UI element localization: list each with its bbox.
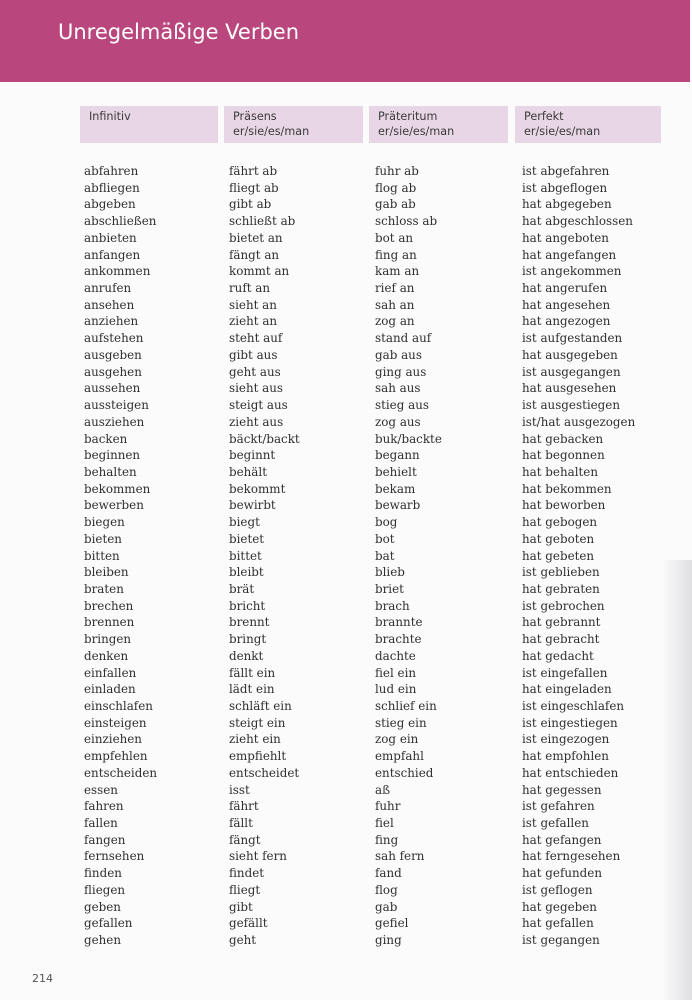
- praeteritum-cell: zog an: [375, 314, 415, 329]
- praesens-cell: bittet: [229, 548, 262, 563]
- infinitiv-cell: fliegen: [84, 882, 126, 897]
- praeteritum-cell: entschied: [375, 765, 434, 780]
- praeteritum-cell: fuhr: [375, 799, 401, 814]
- praeteritum-cell: blieb: [375, 565, 405, 580]
- praeteritum-cell: fand: [375, 866, 402, 881]
- perfekt-cell: hat gebeten: [522, 548, 595, 563]
- praeteritum-cell: bekam: [375, 481, 416, 496]
- praesens-cell: fällt: [229, 816, 253, 831]
- infinitiv-cell: bitten: [84, 548, 120, 563]
- infinitiv-cell: empfehlen: [84, 749, 148, 764]
- perfekt-cell: ist abgeflogen: [522, 180, 608, 195]
- infinitiv-cell: abgeben: [84, 197, 136, 212]
- praeteritum-cell: brach: [375, 598, 410, 613]
- perfekt-cell: ist eingeschlafen: [522, 699, 625, 713]
- infinitiv-cell: essen: [84, 782, 118, 797]
- infinitiv-cell: bekommen: [84, 481, 151, 496]
- infinitiv-cell: anrufen: [84, 281, 132, 296]
- infinitiv-cell: backen: [84, 431, 128, 446]
- praeteritum-cell: buk/backte: [375, 431, 442, 446]
- infinitiv-cell: einsteigen: [84, 715, 147, 730]
- praesens-cell: fliegt ab: [229, 180, 279, 195]
- praeteritum-cell: flog: [375, 882, 398, 897]
- praeteritum-cell: gefiel: [375, 916, 409, 931]
- praeteritum-cell: fing: [375, 832, 399, 847]
- praeteritum-cell: stieg ein: [375, 715, 427, 730]
- praeteritum-cell: sah an: [375, 297, 415, 312]
- praesens-cell: lädt ein: [229, 682, 275, 697]
- perfekt-cell: hat geboten: [522, 531, 595, 546]
- perfekt-cell: hat gebogen: [522, 515, 598, 530]
- praesens-cell: gefällt: [229, 916, 268, 931]
- praesens-cell: brät: [229, 581, 255, 596]
- infinitiv-cell: einfallen: [84, 665, 137, 680]
- infinitiv-cell: fernsehen: [84, 849, 145, 864]
- column-header-perfekt: [515, 106, 661, 143]
- infinitiv-cell: anfangen: [84, 247, 141, 262]
- perfekt-cell: ist gegangen: [522, 933, 600, 948]
- praeteritum-cell: gab aus: [375, 347, 422, 362]
- infinitiv-cell: denken: [84, 648, 129, 663]
- infinitiv-cell: geben: [84, 899, 121, 914]
- infinitiv-cell: ansehen: [84, 297, 135, 312]
- page-number: 214: [32, 972, 53, 985]
- perfekt-cell: hat gefallen: [522, 916, 594, 931]
- perfekt-cell: hat ausgesehen: [522, 381, 617, 396]
- praesens-cell: schläft ein: [229, 699, 292, 713]
- page-edge-shadow: [662, 560, 692, 1000]
- perfekt-cell: hat gebrannt: [522, 615, 601, 630]
- praeteritum-cell: rief an: [375, 281, 415, 296]
- perfekt-cell: hat abgegeben: [522, 197, 612, 212]
- infinitiv-cell: bringen: [84, 632, 132, 647]
- praeteritum-cell: bot: [375, 531, 395, 546]
- praeteritum-cell: gab: [375, 899, 398, 914]
- infinitiv-cell: brennen: [84, 615, 135, 630]
- perfekt-cell: hat ferngesehen: [522, 849, 621, 864]
- column-header-line2: er/sie/es/man: [233, 125, 310, 138]
- praesens-cell: bricht: [229, 598, 266, 613]
- praesens-cell: bleibt: [229, 565, 264, 580]
- page-title: Unregelmäßige Verben: [58, 20, 300, 44]
- praeteritum-cell: bewarb: [375, 498, 421, 513]
- column-header-infinitiv: [80, 106, 218, 143]
- title-band: [0, 0, 690, 82]
- praeteritum-cell: zog aus: [375, 414, 421, 429]
- perfekt-column: [522, 163, 635, 949]
- infinitiv-cell: finden: [84, 866, 122, 881]
- praesens-cell: fällt ein: [229, 665, 276, 680]
- infinitiv-cell: ausgeben: [84, 347, 142, 362]
- perfekt-cell: ist geflogen: [522, 882, 593, 897]
- praesens-cell: steht auf: [229, 331, 283, 346]
- infinitiv-cell: einschlafen: [84, 699, 153, 713]
- praeteritum-cell: fiel ein: [375, 665, 417, 680]
- praesens-cell: fliegt: [229, 882, 261, 897]
- praeteritum-cell: stand auf: [375, 331, 432, 346]
- perfekt-cell: hat gedacht: [522, 648, 594, 663]
- praesens-cell: schließt ab: [229, 214, 296, 229]
- perfekt-cell: hat angezogen: [522, 314, 611, 329]
- praeteritum-cell: lud ein: [375, 682, 417, 697]
- praeteritum-cell: behielt: [375, 464, 417, 479]
- infinitiv-cell: bleiben: [84, 565, 129, 580]
- perfekt-cell: hat eingeladen: [522, 682, 612, 697]
- praesens-cell: geht aus: [229, 364, 281, 379]
- column-header-line2: er/sie/es/man: [524, 125, 601, 138]
- infinitiv-cell: ausgehen: [84, 364, 142, 379]
- infinitiv-cell: fahren: [84, 799, 124, 814]
- praesens-cell: kommt an: [229, 264, 290, 279]
- praeteritum-cell: sah fern: [375, 849, 425, 864]
- infinitiv-cell: entscheiden: [84, 765, 158, 780]
- perfekt-cell: hat angerufen: [522, 281, 608, 296]
- praeteritum-cell: begann: [375, 448, 420, 463]
- praeteritum-column: [375, 163, 442, 949]
- praeteritum-cell: kam an: [375, 264, 420, 279]
- praeteritum-cell: bot an: [375, 230, 414, 245]
- praeteritum-cell: fing an: [375, 247, 417, 262]
- perfekt-cell: hat begonnen: [522, 448, 605, 463]
- infinitiv-cell: ankommen: [84, 264, 151, 279]
- perfekt-cell: hat gefangen: [522, 832, 602, 847]
- praesens-cell: entscheidet: [229, 765, 300, 780]
- column-header-line1: Präsens: [233, 110, 277, 123]
- infinitiv-cell: bieten: [84, 531, 122, 546]
- column-header-line1: Perfekt: [524, 110, 564, 123]
- praeteritum-cell: flog ab: [375, 180, 417, 195]
- praeteritum-cell: fuhr ab: [375, 164, 419, 178]
- perfekt-cell: ist gefallen: [522, 816, 589, 831]
- praesens-cell: brennt: [229, 615, 270, 630]
- praesens-cell: findet: [229, 866, 265, 881]
- perfekt-cell: ist geblieben: [522, 565, 600, 580]
- praesens-cell: zieht an: [229, 314, 278, 329]
- infinitiv-cell: einziehen: [84, 732, 142, 747]
- perfekt-cell: hat gebraten: [522, 581, 600, 596]
- infinitiv-cell: behalten: [84, 464, 137, 479]
- column-header-praeteritum: [369, 106, 508, 143]
- perfekt-cell: hat bekommen: [522, 481, 612, 496]
- praesens-column: [229, 163, 300, 949]
- perfekt-cell: ist aufgestanden: [522, 331, 623, 346]
- praesens-cell: bietet: [229, 531, 265, 546]
- infinitiv-cell: brechen: [84, 598, 134, 613]
- praeteritum-cell: aß: [375, 782, 391, 797]
- infinitiv-cell: bewerben: [84, 498, 144, 513]
- praesens-cell: isst: [229, 782, 250, 797]
- column-header-line1: Infinitiv: [89, 110, 131, 123]
- praeteritum-cell: schlief ein: [375, 699, 437, 713]
- column-header-praesens: [224, 106, 363, 143]
- perfekt-cell: hat empfohlen: [522, 749, 609, 764]
- perfekt-cell: ist eingefallen: [522, 665, 608, 680]
- infinitiv-cell: aufstehen: [84, 331, 144, 346]
- perfekt-cell: hat entschieden: [522, 765, 619, 780]
- praesens-cell: bekommt: [229, 481, 286, 496]
- praesens-cell: biegt: [229, 515, 260, 530]
- perfekt-cell: ist abgefahren: [522, 164, 610, 178]
- praesens-cell: denkt: [229, 648, 264, 663]
- praesens-cell: fängt: [229, 832, 261, 847]
- praesens-cell: geht: [229, 933, 257, 948]
- praesens-cell: steigt ein: [229, 715, 286, 730]
- praeteritum-cell: fiel: [375, 816, 394, 831]
- perfekt-cell: hat gegessen: [522, 782, 602, 797]
- praesens-cell: sieht fern: [229, 849, 287, 864]
- praesens-cell: fängt an: [229, 247, 280, 262]
- perfekt-cell: ist eingestiegen: [522, 715, 618, 730]
- praesens-cell: gibt: [229, 899, 253, 914]
- perfekt-cell: hat behalten: [522, 464, 598, 479]
- perfekt-cell: ist angekommen: [522, 264, 622, 279]
- praesens-cell: gibt ab: [229, 197, 272, 212]
- praeteritum-cell: ging aus: [375, 364, 427, 379]
- perfekt-cell: ist gebrochen: [522, 598, 605, 613]
- praesens-cell: bringt: [229, 632, 267, 647]
- infinitiv-cell: abfliegen: [84, 180, 140, 195]
- praeteritum-cell: brannte: [375, 615, 423, 630]
- infinitiv-cell: abfahren: [84, 164, 139, 178]
- praeteritum-cell: dachte: [375, 648, 416, 663]
- praesens-cell: beginnt: [229, 448, 276, 463]
- praeteritum-cell: brachte: [375, 632, 422, 647]
- praeteritum-cell: zog ein: [375, 732, 419, 747]
- perfekt-cell: hat gebracht: [522, 632, 600, 647]
- perfekt-cell: hat angefangen: [522, 247, 617, 262]
- infinitiv-cell: fallen: [84, 816, 118, 831]
- praeteritum-cell: sah aus: [375, 381, 421, 396]
- infinitiv-cell: aussteigen: [84, 398, 149, 413]
- infinitiv-cell: anziehen: [84, 314, 139, 329]
- perfekt-cell: ist eingezogen: [522, 732, 610, 747]
- infinitiv-cell: anbieten: [84, 230, 137, 245]
- perfekt-cell: hat angesehen: [522, 297, 611, 312]
- column-header-line2: er/sie/es/man: [378, 125, 455, 138]
- infinitiv-cell: gefallen: [84, 916, 133, 931]
- perfekt-cell: hat beworben: [522, 498, 606, 513]
- infinitiv-cell: ausziehen: [84, 414, 145, 429]
- perfekt-cell: ist ausgestiegen: [522, 398, 620, 413]
- infinitiv-cell: beginnen: [84, 448, 141, 463]
- praesens-cell: zieht ein: [229, 732, 281, 747]
- infinitiv-cell: aussehen: [84, 381, 141, 396]
- praeteritum-cell: bat: [375, 548, 395, 563]
- perfekt-cell: hat gebacken: [522, 431, 604, 446]
- perfekt-cell: ist ausgegangen: [522, 364, 621, 379]
- perfekt-cell: hat ausgegeben: [522, 347, 618, 362]
- column-header-line1: Präteritum: [378, 110, 438, 123]
- praeteritum-cell: ging: [375, 933, 402, 948]
- praeteritum-cell: briet: [375, 581, 404, 596]
- praesens-cell: sieht aus: [229, 381, 284, 396]
- infinitiv-cell: abschließen: [84, 214, 157, 229]
- infinitiv-cell: biegen: [84, 515, 125, 530]
- praesens-cell: sieht an: [229, 297, 277, 312]
- praesens-cell: fährt: [229, 799, 259, 814]
- infinitiv-cell: braten: [84, 581, 124, 596]
- praesens-cell: bewirbt: [229, 498, 276, 513]
- praesens-cell: steigt aus: [229, 398, 288, 413]
- praesens-cell: ruft an: [229, 281, 271, 296]
- praeteritum-cell: empfahl: [375, 749, 424, 764]
- praesens-cell: bietet an: [229, 230, 283, 245]
- praesens-cell: fährt ab: [229, 164, 278, 178]
- praesens-cell: behält: [229, 464, 267, 479]
- praeteritum-cell: bog: [375, 515, 398, 530]
- perfekt-cell: hat gefunden: [522, 866, 602, 881]
- perfekt-cell: ist gefahren: [522, 799, 595, 814]
- praeteritum-cell: schloss ab: [375, 214, 438, 229]
- perfekt-cell: ist/hat ausgezogen: [522, 414, 636, 429]
- infinitiv-cell: fangen: [84, 832, 126, 847]
- praesens-cell: zieht aus: [229, 414, 284, 429]
- infinitiv-cell: gehen: [84, 933, 122, 948]
- infinitiv-cell: einladen: [84, 682, 136, 697]
- infinitiv-column: [84, 163, 157, 949]
- praesens-cell: gibt aus: [229, 347, 278, 362]
- praesens-cell: empfiehlt: [229, 749, 287, 764]
- praeteritum-cell: gab ab: [375, 197, 416, 212]
- praesens-cell: bäckt/backt: [229, 431, 300, 446]
- perfekt-cell: hat gegeben: [522, 899, 597, 914]
- praeteritum-cell: stieg aus: [375, 398, 429, 413]
- perfekt-cell: hat abgeschlossen: [522, 214, 633, 229]
- perfekt-cell: hat angeboten: [522, 230, 609, 245]
